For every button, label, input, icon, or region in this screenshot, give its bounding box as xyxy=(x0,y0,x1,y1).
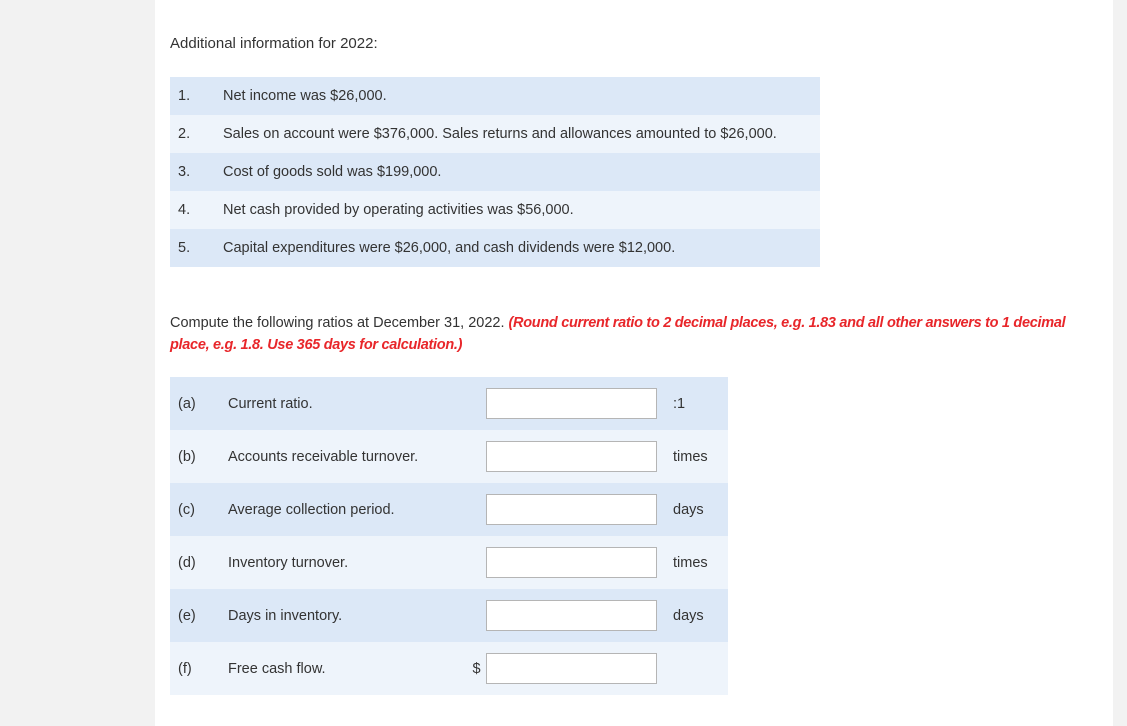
ratio-prefix xyxy=(468,430,485,483)
info-row xyxy=(170,115,820,153)
info-number: 5. xyxy=(170,229,223,267)
additional-info-list xyxy=(170,77,820,267)
receivable-turnover-input[interactable] xyxy=(486,441,657,472)
ratio-label: Inventory turnover. xyxy=(228,536,468,589)
ratio-prefix xyxy=(468,483,485,536)
ratio-unit: :1 xyxy=(665,377,728,430)
ratio-letter: (d) xyxy=(170,536,228,589)
days-in-inventory-input[interactable] xyxy=(486,600,657,631)
info-heading: Additional information for 2022: xyxy=(170,35,378,52)
ratio-label: Current ratio. xyxy=(228,377,468,430)
collection-period-input[interactable] xyxy=(486,494,657,525)
info-text: Net cash provided by operating activities was $56,000. xyxy=(223,191,820,229)
ratio-row-receivable-turnover xyxy=(170,430,728,483)
info-text: Net income was $26,000. xyxy=(223,77,820,115)
info-text: Cost of goods sold was $199,000. xyxy=(223,153,820,191)
ratio-unit: days xyxy=(665,589,728,642)
ratio-row-collection-period xyxy=(170,483,728,536)
ratio-unit xyxy=(665,642,728,695)
free-cash-flow-input[interactable] xyxy=(486,653,657,684)
info-number: 2. xyxy=(170,115,223,153)
ratio-label: Accounts receivable turnover. xyxy=(228,430,468,483)
ratio-letter: (f) xyxy=(170,642,228,695)
info-text: Sales on account were $376,000. Sales returns and allowances amounted to $26,000. xyxy=(223,115,820,153)
info-row xyxy=(170,191,820,229)
current-ratio-input[interactable] xyxy=(486,388,657,419)
ratio-prefix xyxy=(468,589,485,642)
ratio-unit: times xyxy=(665,536,728,589)
info-row xyxy=(170,153,820,191)
info-number: 3. xyxy=(170,153,223,191)
instruction-text: Compute the following ratios at December 31, 2022. xyxy=(170,315,509,331)
info-number: 4. xyxy=(170,191,223,229)
ratio-prefix xyxy=(468,536,485,589)
info-number: 1. xyxy=(170,77,223,115)
ratio-answer-table xyxy=(170,377,728,695)
ratio-unit: days xyxy=(665,483,728,536)
ratio-unit: times xyxy=(665,430,728,483)
info-row xyxy=(170,77,820,115)
ratio-row-free-cash-flow xyxy=(170,642,728,695)
ratio-letter: (e) xyxy=(170,589,228,642)
ratio-label: Free cash flow. xyxy=(228,642,468,695)
instructions xyxy=(170,312,1100,356)
ratio-letter: (c) xyxy=(170,483,228,536)
inventory-turnover-input[interactable] xyxy=(486,547,657,578)
ratio-row-inventory-turnover xyxy=(170,536,728,589)
ratio-row-current-ratio xyxy=(170,377,728,430)
question-panel xyxy=(155,0,1113,726)
dollar-sign: $ xyxy=(468,642,485,695)
ratio-letter: (a) xyxy=(170,377,228,430)
ratio-label: Days in inventory. xyxy=(228,589,468,642)
rounding-note: (Round current ratio to 2 decimal places, e.g. 1.83 and all other answers to 1 decimal place, e.g. 1.8. Use 365 days for calculation.) xyxy=(170,315,1066,353)
info-text: Capital expenditures were $26,000, and cash dividends were $12,000. xyxy=(223,229,820,267)
ratio-label: Average collection period. xyxy=(228,483,468,536)
ratio-row-days-in-inventory xyxy=(170,589,728,642)
info-row xyxy=(170,229,820,267)
ratio-letter: (b) xyxy=(170,430,228,483)
ratio-prefix xyxy=(468,377,485,430)
